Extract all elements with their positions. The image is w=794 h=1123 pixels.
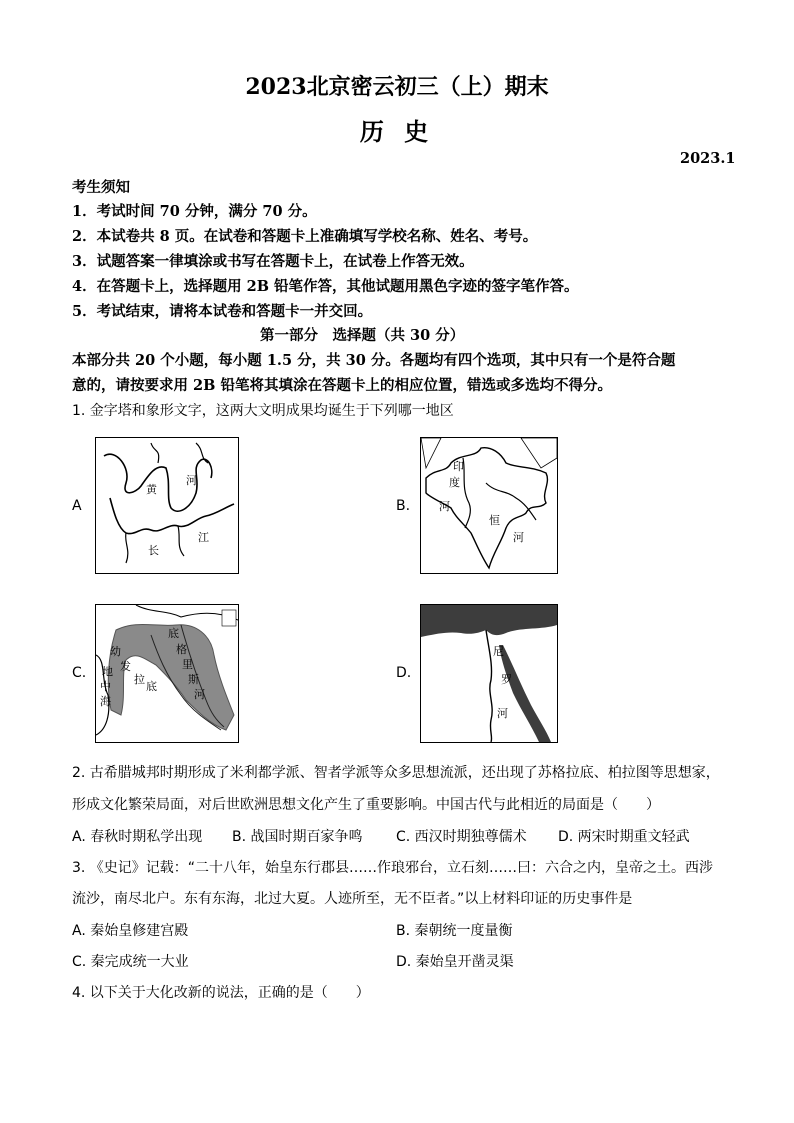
q2-option[interactable]: C. 西汉时期独尊儒术 xyxy=(396,829,527,845)
notice-heading: 考生须知 xyxy=(72,179,130,196)
map-text: 河 xyxy=(194,688,205,701)
map-c-graphic xyxy=(96,605,238,742)
question-1-stem: 1. 金字塔和象形文字，这两大文明成果均诞生于下列哪一地区 xyxy=(72,403,454,419)
section-intro: 本部分共 20 个小题，每小题 1.5 分，共 30 分。各题均有四个选项，其中只有一个是符合题 xyxy=(72,352,676,369)
q3-option[interactable]: A. 秦始皇修建宫殿 xyxy=(72,923,189,939)
option-d-label: D. xyxy=(396,665,412,681)
exam-date: 2023.1 xyxy=(680,150,736,167)
map-nile xyxy=(420,604,558,743)
option-c-label: C. xyxy=(72,665,87,681)
notice-item: 2．本试卷共 8 页。在试卷和答题卡上准确填写学校名称、姓名、考号。 xyxy=(72,228,538,245)
map-text: 尼 xyxy=(493,645,504,658)
map-text: 拉 xyxy=(134,673,145,686)
question-4-stem: 4. 以下关于大化改新的说法，正确的是（ ） xyxy=(72,985,370,1001)
notice-item: 5．考试结束，请将本试卷和答题卡一并交回。 xyxy=(72,303,373,320)
map-b-graphic xyxy=(421,438,557,573)
map-text: 里 xyxy=(182,658,193,671)
q2-option[interactable]: D. 两宋时期重文轻武 xyxy=(558,829,690,845)
map-text: 江 xyxy=(198,531,209,544)
map-text: 河 xyxy=(497,707,508,720)
q2-option[interactable]: A. 春秋时期私学出现 xyxy=(72,829,203,845)
map-text: 罗 xyxy=(501,673,512,686)
map-d-graphic xyxy=(421,605,557,742)
map-text: 河 xyxy=(186,474,197,487)
option-a-label: A xyxy=(72,498,82,514)
q3-option[interactable]: D. 秦始皇开凿灵渠 xyxy=(396,954,514,970)
exam-title: 2023北京密云初三（上）期末 xyxy=(245,74,549,100)
map-mesopotamia xyxy=(95,604,239,743)
map-text: 海 xyxy=(100,695,111,708)
section-title: 第一部分 选择题（共 30 分） xyxy=(260,327,465,344)
notice-item: 4．在答题卡上，选择题用 2B 铅笔作答，其他试题用黑色字迹的签字笔作答。 xyxy=(72,278,579,295)
question-2-stem: 2. 古希腊城邦时期形成了米利都学派、智者学派等众多思想流派，还出现了苏格拉底、柏拉图等思想家， xyxy=(72,765,720,781)
notice-item: 1．考试时间 70 分钟，满分 70 分。 xyxy=(72,203,317,220)
q3-option[interactable]: B. 秦朝统一度量衡 xyxy=(396,923,513,939)
question-3-stem: 3. 《史记》记载：“二十八年，始皇东行郡县……作琅邪台，立石刻……曰：六合之内，皇帝之土。西涉 xyxy=(72,860,714,876)
map-text: 发 xyxy=(120,660,131,673)
q3-option[interactable]: C. 秦完成统一大业 xyxy=(72,954,189,970)
map-text: 恒 xyxy=(489,514,500,527)
map-text: 中 xyxy=(100,680,111,693)
map-a-graphic xyxy=(96,438,238,573)
map-text: 底 xyxy=(146,680,157,693)
map-text: 幼 xyxy=(110,645,121,658)
question-3-stem: 流沙，南尽北户。东有东海，北过大夏。人迹所至，无不臣者。”以上材料印证的历史事件是 xyxy=(72,891,633,907)
map-text: 度 xyxy=(449,476,460,489)
map-text: 河 xyxy=(513,531,524,544)
map-text: 底 xyxy=(168,627,179,640)
map-text: 河 xyxy=(439,500,450,513)
map-text: 格 xyxy=(176,643,187,656)
map-text: 长 xyxy=(148,544,159,557)
option-b-label: B. xyxy=(396,498,411,514)
map-text: 斯 xyxy=(188,673,199,686)
subject-title: 历 史 xyxy=(359,117,435,146)
map-india xyxy=(420,437,558,574)
map-text: 黄 xyxy=(146,483,157,496)
map-yellow-yangtze xyxy=(95,437,239,574)
q2-option[interactable]: B. 战国时期百家争鸣 xyxy=(232,829,363,845)
map-text: 印 xyxy=(453,460,464,473)
map-text: 地 xyxy=(102,665,113,678)
section-intro: 意的，请按要求用 2B 铅笔将其填涂在答题卡上的相应位置，错选或多选均不得分。 xyxy=(72,377,612,394)
notice-item: 3．试题答案一律填涂或书写在答题卡上，在试卷上作答无效。 xyxy=(72,253,474,270)
question-2-stem: 形成文化繁荣局面，对后世欧洲思想文化产生了重要影响。中国古代与此相近的局面是（ ） xyxy=(72,797,660,813)
